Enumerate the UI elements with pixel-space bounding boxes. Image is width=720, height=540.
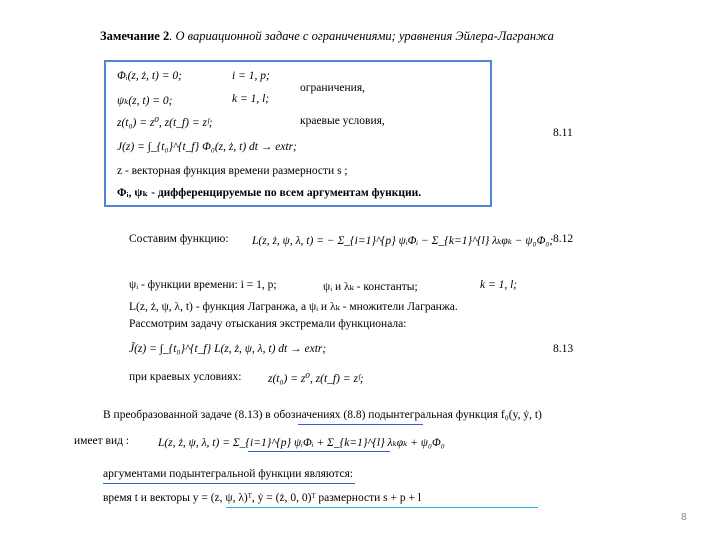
integrand-form-label: имеет вид : [74,435,130,447]
transformed-problem-text: В преобразованной задаче (8.13) в обозначениях (8.8) подынтегральная функция f₀(y, ẏ, t) [103,409,542,421]
equation-number-8-12: 8.12 [553,233,574,245]
equation-number-8-13: 8.13 [553,343,574,355]
label-constraints: ограничения, [300,82,365,94]
lagrange-function-formula: L(z, ż, ψ, λ, t) = − Σ_{i=1}^{p} ψᵢΦᵢ − Σ_{k=1}^{l} λₖφₖ − ψ₀Φ₀; [252,235,554,247]
underline-vectors [226,507,538,508]
constraint-index-i: i = 1, p; [232,70,270,82]
transformed-functional-formula: J̃(z) = ∫_{t₀}^{t_f} L(z, ż, ψ, λ, t) dt → extr; [129,343,327,355]
constraint-index-k: k = 1, l; [232,93,270,105]
title-text: . О вариационной задаче с ограничениями; уравнения Эйлера-Лагранжа [169,29,554,43]
functional-formula: J(z) = ∫_{t₀}^{t_f} Φ₀(z, ż, t) dt → extr; [117,141,297,153]
title-remark-label: Замечание 2 [100,29,170,43]
vectors-dimension-text: время t и векторы y = (z, ψ, λ)ᵀ, ẏ = (ż, 0, 0)ᵀ размерности s + p + l [103,492,422,504]
psi-lambda-constants: ψᵢ и λₖ - константы; [323,281,418,293]
boundary-conditions-formula-2: z(t₀) = z⁰, z(t_f) = zᶠ; [268,373,364,385]
integrand-formula: L(z, ż, ψ, λ, t) = Σ_{i=1}^{p} ψᵢΦᵢ + Σ_{k=1}^{l} λₖφₖ + ψ₀Φ₀ [158,437,445,449]
equation-number-8-11: 8.11 [553,127,573,139]
lagrange-multipliers-text: L(z, ż, ψ, λ, t) - функция Лагранжа, а ψᵢ и λₖ - множители Лагранжа. [129,301,458,313]
page-number: 8 [681,512,687,523]
constraint-equation-phi: Φᵢ(z, ż, t) = 0; [117,70,182,82]
boundary-conditions-text: при краевых условиях: [129,371,242,383]
integrand-arguments-text: аргументами подынтегральной функции являются: [103,468,354,480]
index-k-range: k = 1, l; [480,279,518,291]
label-boundary-conditions: краевые условия, [300,115,385,127]
underline-arguments [103,483,355,484]
slide-title [100,29,554,44]
psi-time-functions: ψᵢ - функции времени: i = 1, p; [129,279,277,291]
constraint-equation-psi: ψₖ(z, t) = 0; [117,95,173,107]
boundary-conditions-formula: z(t₀) = z⁰, z(t_f) = zᶠ; [117,117,213,129]
compose-function-text: Составим функцию: [129,233,229,245]
vector-function-description: z - векторная функция времени размерности s ; [117,165,348,177]
extremal-problem-text: Рассмотрим задачу отыскания экстремали функционала: [129,318,407,330]
underline-notation [298,424,423,425]
underline-integrand [248,451,390,452]
differentiability-note: Φᵢ, ψₖ - дифференцируемые по всем аргументам функции. [117,187,422,199]
